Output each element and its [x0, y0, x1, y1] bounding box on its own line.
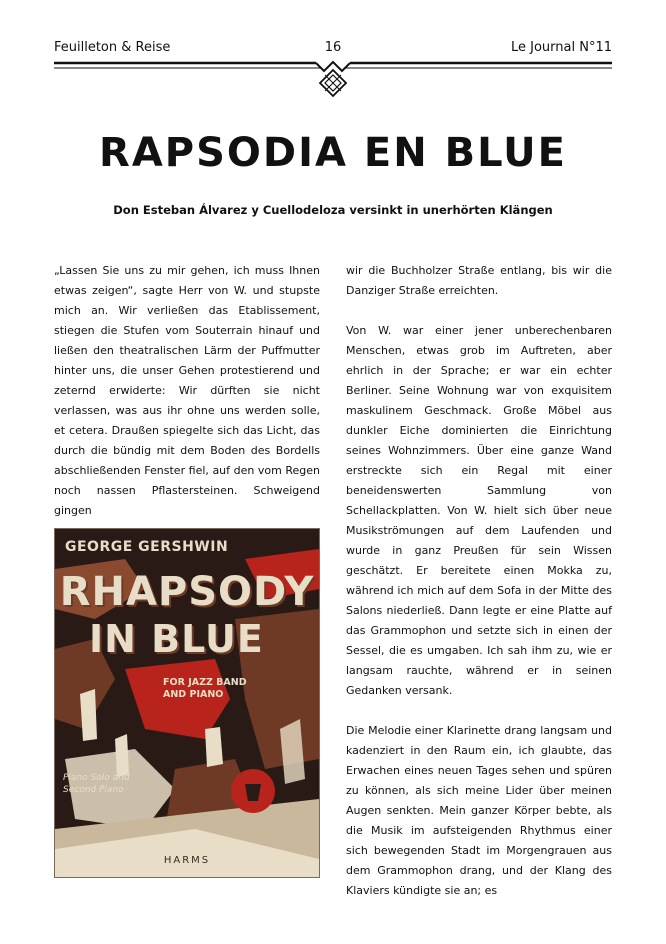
page-number: 16: [324, 40, 342, 55]
article-title: RAPSODIA EN BLUE: [99, 130, 567, 176]
paragraph-continuation: wir die Buchholzer Straße entlang, bis wir die Danziger Straße erreichten.: [346, 264, 612, 297]
poster-edition-line1: Piano Solo and: [63, 773, 130, 783]
running-header: [54, 40, 612, 60]
article-subtitle: Don Esteban Álvarez y Cuellodeloza versinkt in unerhörten Klängen: [113, 203, 553, 217]
poster-publisher: HARMS: [163, 855, 211, 866]
poster-title-line2: IN BLUE: [89, 617, 264, 661]
paragraph-von-w: Von W. war einer jener unberechenbaren Menschen, etwas grob im Auftreten, aber ehrlich in der Sprache; er war ein echter Berliner. Seine Wohnung war von exquisitem maskulinem Geschmack. Große Möbel aus dunkler Eiche dominierten die Einrichtung seines Wohnzimmers. Über eine ganze Wand erstreckte sich ein Regal mit einer beneidenswerten Sammlung von Schellackplatten. Von W. hielt sich über neue Musikströmungen auf dem Laufenden und wurde in ganz Preußen für sein Wissen geschätzt. Er bereitete einen Mokka zu, während ich mich auf dem Sofa in der Mitte des Salons niederließ. Dann legte er eine Platte auf das Grammophon und setzte sich in einen der Sessel, die es umgaben. Ich sah ihm zu, wie er langsam rauchte, während er in seinen Gedanken versank.: [346, 324, 612, 697]
header-ornament-rule: [54, 58, 612, 108]
rhapsody-poster-image: [54, 528, 320, 878]
poster-title-line1: RHAPSODY: [59, 569, 315, 615]
poster-composer: GEORGE GERSHWIN: [65, 539, 229, 555]
poster-edition-line2: Second Piano: [63, 785, 124, 795]
text-column-right: [346, 261, 612, 921]
issue-label: Le Journal N°11: [510, 40, 612, 55]
text-column-left: [54, 261, 320, 541]
poster-band-line1: FOR JAZZ BAND: [163, 677, 247, 688]
section-name: Feuilleton & Reise: [54, 40, 171, 55]
paragraph-melodie: Die Melodie einer Klarinette drang langsam und kadenziert in den Raum ein, ich glaubte, das Erwachen eines neuen Tages sehen und spüren zu können, als sich meine Lider über meinen Augen senkten. Mein ganzer Körper bebte, als die Musik im aufsteigenden Rhythmus einer sich bewegenden Stadt im Morgengrauen aus dem Grammophon drang, und der Klang des Klaviers kündigte sie an; es: [346, 724, 612, 897]
paragraph-intro: „Lassen Sie uns zu mir gehen, ich muss Ihnen etwas zeigen“, sagte Herr von W. und stupste mich an. Wir verließen das Etablissement, stiegen die Stufen vom Souterrain hinauf und ließen den theatralischen Lärm der Puffmutter hinter uns, die unser Gehen protestierend und zeternd erwiderte: Wir dürften sie nicht verlassen, was aus ihr ohne uns werden solle, et cetera. Draußen spiegelte sich das Licht, das durch die bündig mit dem Boden des Bordells abschließenden Fenster fiel, auf den vom Regen noch nassen Pflastersteinen. Schweigend gingen: [54, 264, 320, 517]
poster-band-line2: AND PIANO: [163, 689, 224, 700]
